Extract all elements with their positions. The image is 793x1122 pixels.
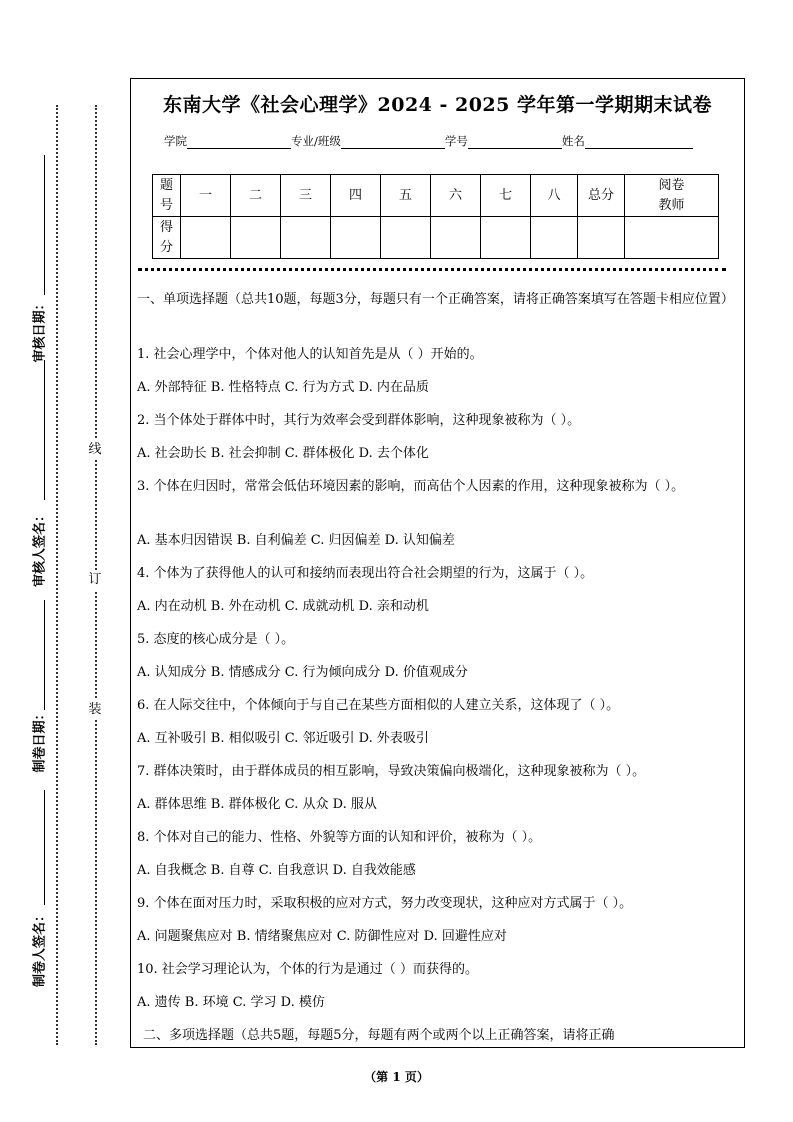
question-5: 5. 态度的核心成分是（ ）。	[137, 632, 295, 647]
binding-mark-xian: 线	[87, 440, 103, 460]
options-3: A. 基本归因错误 B. 自利偏差 C. 归因偏差 D. 认知偏差	[137, 533, 455, 548]
question-8: 8. 个体对自己的能力、性格、外貌等方面的认知和评价，被称为（ ）。	[137, 830, 542, 845]
college-label: 学院	[164, 134, 187, 148]
options-1: A. 外部特征 B. 性格特点 C. 行为方式 D. 内在品质	[137, 380, 429, 395]
score-cell-7[interactable]	[481, 217, 531, 259]
section1-heading: 一、单项选择题（总共10题，每题3分，每题只有一个正确答案，请将正确答案填写在答题卡相应位置）	[137, 292, 734, 307]
col-total: 总分	[578, 175, 625, 217]
score-cell-5[interactable]	[381, 217, 431, 259]
score-cell-6[interactable]	[431, 217, 481, 259]
header-cell-score: 得 分	[153, 217, 181, 259]
col-3: 三	[281, 175, 331, 217]
question-4: 4. 个体为了获得他人的认可和接纳而表现出符合社会期望的行为，这属于（ ）。	[137, 566, 594, 581]
question-2: 2. 当个体处于群体中时，其行为效率会受到群体影响，这种现象被称为（ ）。	[137, 413, 581, 428]
col-7: 七	[481, 175, 531, 217]
name-label: 姓名	[561, 134, 585, 148]
score-cell-3[interactable]	[281, 217, 331, 259]
col-6: 六	[431, 175, 481, 217]
question-7: 7. 群体决策时，由于群体成员的相互影响，导致决策偏向极端化，这种现象被称为（ ）。	[137, 764, 646, 779]
col-8: 八	[531, 175, 578, 217]
options-2: A. 社会助长 B. 社会抑制 C. 群体极化 D. 去个体化	[137, 446, 429, 461]
score-cell-4[interactable]	[331, 217, 381, 259]
student-no-field[interactable]	[468, 134, 562, 149]
options-10: A. 遗传 B. 环境 C. 学习 D. 模仿	[137, 995, 325, 1010]
dotted-separator	[138, 268, 726, 271]
options-8: A. 自我概念 B. 自尊 C. 自我意识 D. 自我效能感	[137, 863, 416, 878]
major-field[interactable]	[341, 134, 445, 149]
reviewer-date-label: 审核日期：	[32, 297, 48, 363]
score-cell-1[interactable]	[181, 217, 231, 259]
question-10: 10. 社会学习理论认为，个体的行为是通过（ ）而获得的。	[137, 962, 478, 977]
col-1: 一	[181, 175, 231, 217]
score-cell-total[interactable]	[578, 217, 625, 259]
exam-frame	[130, 78, 745, 1048]
student-no-label: 学号	[444, 134, 468, 148]
college-field[interactable]	[187, 134, 291, 149]
major-label: 专业/班级	[291, 134, 341, 148]
score-cell-2[interactable]	[231, 217, 281, 259]
question-6: 6. 在人际交往中，个体倾向于与自己在某些方面相似的人建立关系，这体现了（ ）。	[137, 698, 620, 713]
score-table	[152, 174, 719, 259]
reviewer-date-line[interactable]	[44, 155, 45, 295]
col-grader: 阅卷 教师	[625, 175, 719, 217]
question-3: 3. 个体在归因时，常常会低估环境因素的影响，而高估个人因素的作用，这种现象被称为（ ）。	[137, 479, 685, 494]
options-4: A. 内在动机 B. 外在动机 C. 成就动机 D. 亲和动机	[137, 599, 429, 614]
maker-date-label: 制卷日期：	[32, 707, 48, 773]
binding-dotted-line-outer	[56, 105, 58, 1045]
options-9: A. 问题聚焦应对 B. 情绪聚焦应对 C. 防御性应对 D. 回避性应对	[137, 929, 507, 944]
exam-title: 东南大学《社会心理学》2024 - 2025 学年第一学期期末试卷	[163, 94, 712, 116]
score-table-score-row	[153, 217, 719, 259]
maker-sign-label: 制卷人签名：	[32, 908, 48, 988]
score-table-header-row	[153, 175, 719, 217]
reviewer-sign-line[interactable]	[44, 360, 45, 500]
reviewer-sign-label: 审核人签名：	[32, 508, 48, 588]
binding-mark-zhuang: 装	[87, 700, 103, 720]
section2-heading: 二、多项选择题（总共5题，每题5分，每题有两个或两个以上正确答案，请将正确	[143, 1028, 615, 1043]
col-5: 五	[381, 175, 431, 217]
maker-sign-line[interactable]	[44, 790, 45, 905]
score-cell-8[interactable]	[531, 217, 578, 259]
score-cell-grader[interactable]	[625, 217, 719, 259]
options-5: A. 认知成分 B. 情感成分 C. 行为倾向成分 D. 价值观成分	[137, 665, 468, 680]
name-field[interactable]	[585, 134, 693, 149]
question-1: 1. 社会心理学中，个体对他人的认知首先是从（ ）开始的。	[137, 347, 483, 362]
maker-date-line[interactable]	[44, 600, 45, 710]
header-cell-question-no: 题 号	[153, 175, 181, 217]
page-number: （第 1 页）	[364, 1070, 429, 1084]
col-4: 四	[331, 175, 381, 217]
student-info-line	[164, 133, 693, 149]
question-9: 9. 个体在面对压力时，采取积极的应对方式，努力改变现状，这种应对方式属于（ ）。	[137, 896, 633, 911]
options-7: A. 群体思维 B. 群体极化 C. 从众 D. 服从	[137, 797, 377, 812]
binding-mark-ding: 订	[87, 570, 103, 590]
options-6: A. 互补吸引 B. 相似吸引 C. 邻近吸引 D. 外表吸引	[137, 731, 429, 746]
col-2: 二	[231, 175, 281, 217]
